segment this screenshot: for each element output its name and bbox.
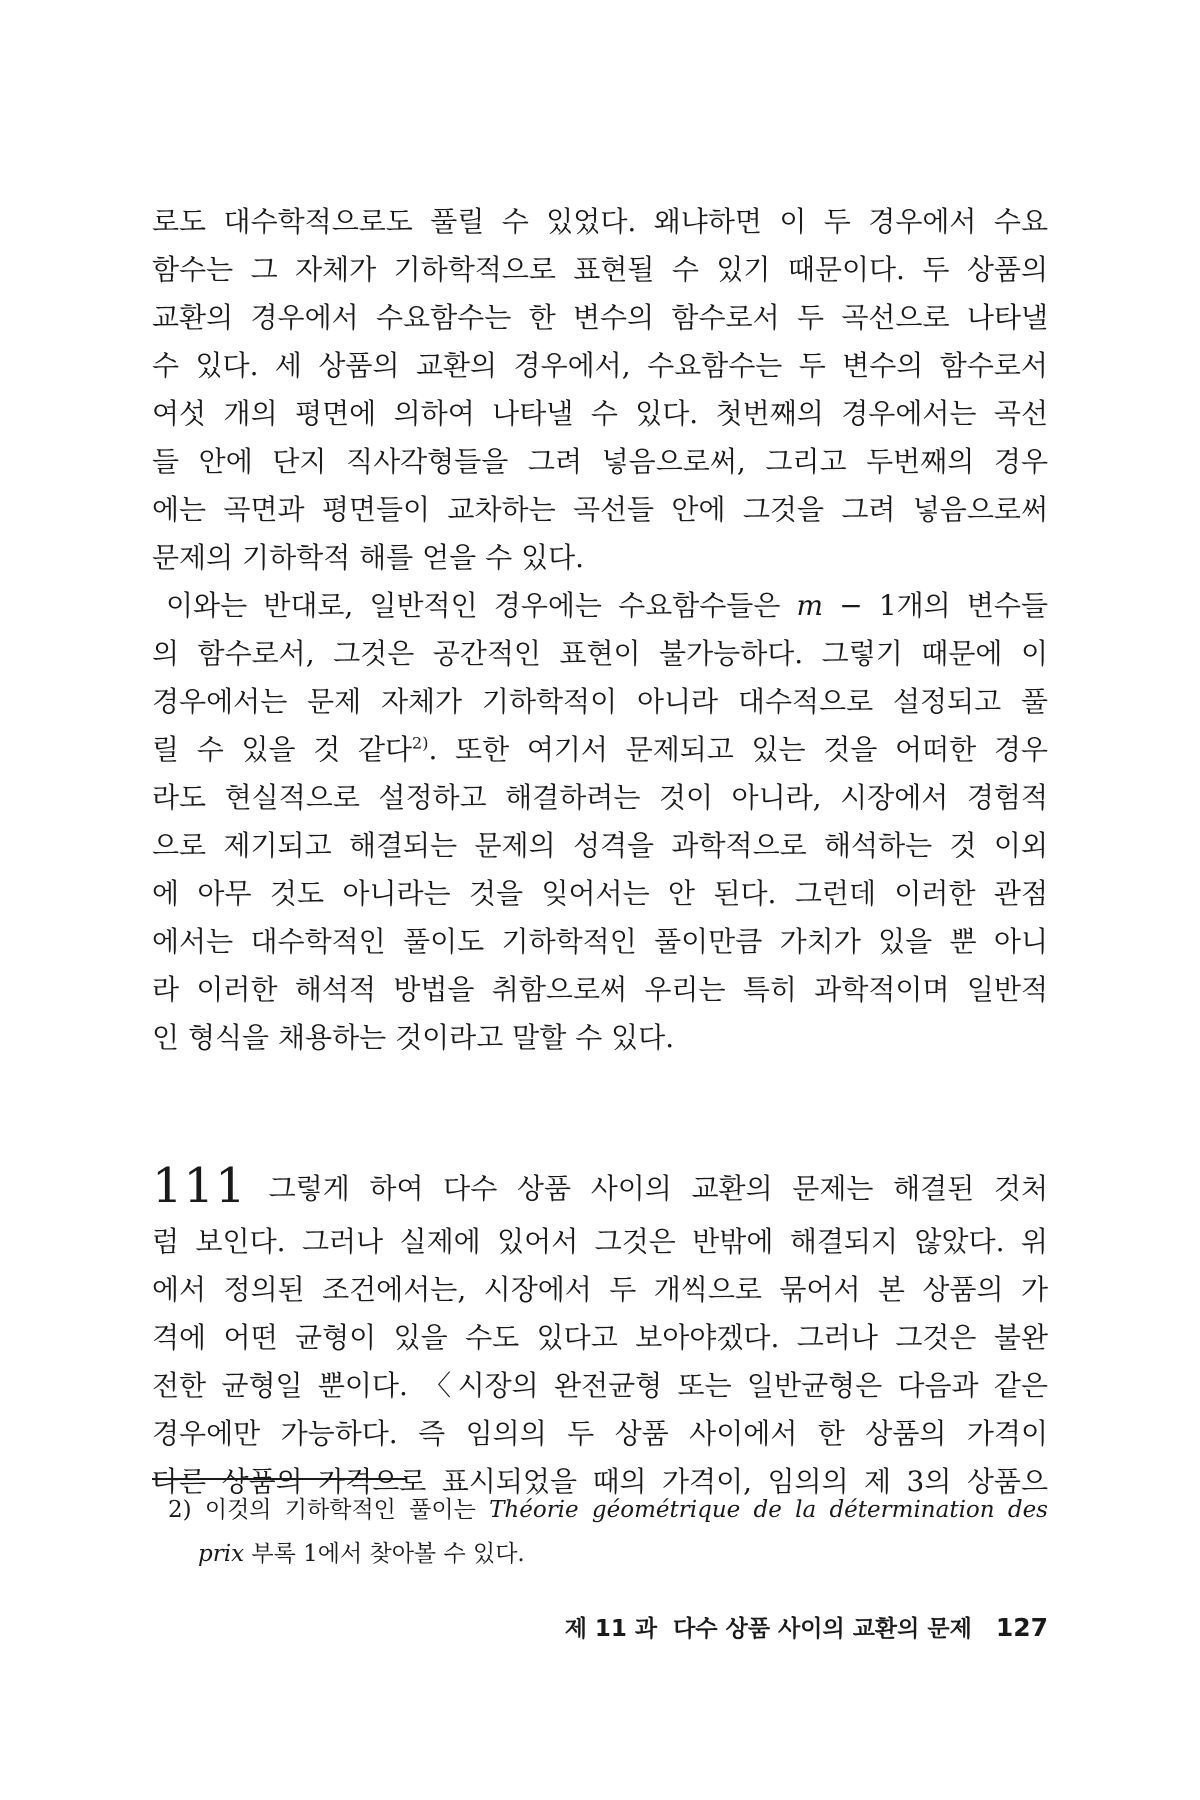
paragraph-line: 라도 현실적으로 설정하고 해결하려는 것이 아니라, 시장에서 경험적 <box>152 781 1048 814</box>
paragraph-line: 의 함수로서, 그것은 공간적인 표현이 불가능하다. 그렇기 때문에 이 <box>152 637 1048 670</box>
paragraph-line: 인 형식을 채용하는 것이라고 말할 수 있다. <box>152 1021 675 1054</box>
section-111-paragraph <box>152 1154 1048 1506</box>
footnote-text: 부록 1에서 찾아볼 수 있다. <box>251 1541 525 1567</box>
paragraph-line: 다른 상품의 가격으로 표시되었을 때의 가격이, 임의의 제 3의 상품으 <box>152 1465 1048 1498</box>
line-text: 그렇게 하여 다수 상품 사이의 교환의 문제는 해결된 것처 <box>268 1172 1048 1205</box>
line-text: 릴 수 있을 것 같다 <box>152 733 413 766</box>
footnote-text: 이것의 기하학적인 풀이는 <box>204 1497 476 1523</box>
paragraph-line: 경우에서는 문제 자체가 기하학적이 아니라 대수적으로 설정되고 풀 <box>152 685 1048 718</box>
running-title: 제 11 과 다수 상품 사이의 교환의 문제 <box>564 1616 972 1642</box>
footnote-marker: 2) <box>168 1497 192 1523</box>
line-text: 이와는 반대로, 일반적인 경우에는 수요함수들은 <box>166 589 781 622</box>
paragraph-line <box>152 582 1048 630</box>
variable-m: m <box>796 589 824 622</box>
paragraph-line: 경우에만 가능하다. 즉 임의의 두 상품 사이에서 한 상품의 가격이 <box>152 1417 1048 1450</box>
paragraph-line: 수 있다. 세 상품의 교환의 경우에서, 수요함수는 두 변수의 함수로서 <box>152 349 1048 382</box>
line-text: . 또한 여기서 문제되고 있는 것을 어떠한 경우 <box>428 733 1048 766</box>
paragraph-line: 에서 정의된 조건에서는, 시장에서 두 개씩으로 묶어서 본 상품의 가 <box>152 1273 1048 1306</box>
footnote <box>168 1488 1048 1576</box>
running-footer <box>152 1608 1048 1649</box>
footnote-line <box>168 1532 1048 1576</box>
paragraph-line: 에는 곡면과 평면들이 교차하는 곡선들 안에 그것을 그려 넣음으로써 <box>152 493 1048 526</box>
paragraph-line <box>152 726 1048 774</box>
footnote-book-title: Théorie géométrique de la détermination des <box>489 1497 1048 1523</box>
paragraph-line: 럼 보인다. 그러나 실제에 있어서 그것은 반밖에 해결되지 않았다. 위 <box>152 1225 1048 1258</box>
section-number: 111 <box>152 1158 247 1214</box>
paragraph-line: 여섯 개의 평면에 의하여 나타낼 수 있다. 첫번째의 경우에서는 곡선 <box>152 397 1048 430</box>
paragraph-line: 교환의 경우에서 수요함수는 한 변수의 함수로서 두 곡선으로 나타낼 <box>152 301 1048 334</box>
paragraph-line <box>152 1154 1048 1218</box>
paragraph-line: 에서는 대수학적인 풀이도 기하학적인 풀이만큼 가치가 있을 뿐 아니 <box>152 925 1048 958</box>
paragraph-line: 에 아무 것도 아니라는 것을 잊어서는 안 된다. 그런데 이러한 관점 <box>152 877 1048 910</box>
paragraph-1 <box>152 198 1048 582</box>
footnote-reference: 2) <box>412 733 429 753</box>
paragraph-line: 격에 어떤 균형이 있을 수도 있다고 보아야겠다. 그러나 그것은 불완 <box>152 1321 1048 1354</box>
paragraph-line: 라 이러한 해석적 방법을 취함으로써 우리는 특히 과학적이며 일반적 <box>152 973 1048 1006</box>
paragraph-line: 로도 대수학적으로도 풀릴 수 있었다. 왜냐하면 이 두 경우에서 수요 <box>152 205 1048 238</box>
paragraph-line: 문제의 기하학적 해를 얻을 수 있다. <box>152 541 585 574</box>
paragraph-line: 으로 제기되고 해결되는 문제의 성격을 과학적으로 해석하는 것 이외 <box>152 829 1048 862</box>
paragraph-line: 함수는 그 자체가 기하학적으로 표현될 수 있기 때문이다. 두 상품의 <box>152 253 1048 286</box>
footnote-line <box>168 1488 1048 1532</box>
paragraph-line: 전한 균형일 뿐이다. 〈시장의 완전균형 또는 일반균형은 다음과 같은 <box>152 1369 1048 1402</box>
paragraph-2 <box>152 582 1048 1062</box>
page-number: 127 <box>995 1613 1048 1642</box>
paragraph-line: 들 안에 단지 직사각형들을 그려 넣음으로써, 그리고 두번째의 경우 <box>152 445 1048 478</box>
line-text: − 1개의 변수들 <box>839 589 1048 622</box>
footnote-book-title: prix <box>198 1541 245 1567</box>
footnote-divider <box>152 1478 406 1480</box>
